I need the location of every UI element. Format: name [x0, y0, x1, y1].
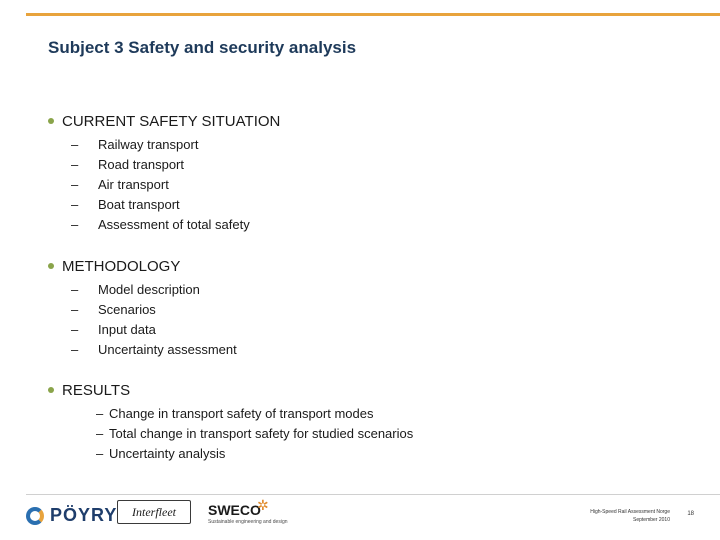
list-item: – Model description: [71, 282, 200, 297]
section-methodology: [48, 258, 237, 360]
sub-list: [48, 404, 413, 464]
poyry-logo: PÖYRY: [26, 505, 117, 526]
list-item: – Input data: [71, 322, 156, 337]
section-heading: CURRENT SAFETY SITUATION: [48, 113, 280, 131]
poyry-logo-icon: [26, 507, 44, 525]
list-item: – Uncertainty assessment: [71, 342, 237, 357]
header-rule: [26, 13, 720, 16]
section-heading: RESULTS: [48, 382, 413, 400]
list-item: – Assessment of total safety: [71, 217, 250, 232]
footer-rule: [26, 494, 720, 495]
list-item: – Uncertainty analysis: [96, 446, 226, 461]
sub-list: [48, 135, 280, 235]
sub-list: [48, 280, 237, 360]
list-item: – Road transport: [71, 157, 184, 172]
slide-title: Subject 3 Safety and security analysis: [48, 38, 357, 57]
bullet-icon: [48, 387, 54, 393]
list-item: – Railway transport: [71, 137, 199, 152]
bullet-icon: [48, 118, 54, 124]
sweco-star-icon: ✲: [257, 497, 269, 513]
section-current-safety: [48, 113, 280, 235]
sweco-logo: SWECO: [208, 502, 261, 518]
sweco-tagline: Sustainable engineering and design: [208, 519, 288, 525]
section-heading: METHODOLOGY: [48, 258, 237, 276]
footer-project: High-Speed Rail Assessment Norge: [590, 509, 670, 515]
bullet-icon: [48, 263, 54, 269]
list-item: – Boat transport: [71, 197, 180, 212]
list-item: – Total change in transport safety for studied scenarios: [96, 426, 414, 441]
section-results: [48, 382, 413, 464]
list-item: – Scenarios: [71, 302, 156, 317]
interfleet-logo: Interfleet: [117, 500, 191, 524]
list-item: – Change in transport safety of transport modes: [96, 406, 374, 421]
list-item: – Air transport: [71, 177, 169, 192]
footer-date: September 2010: [633, 517, 670, 523]
page-number: 18: [687, 511, 694, 517]
